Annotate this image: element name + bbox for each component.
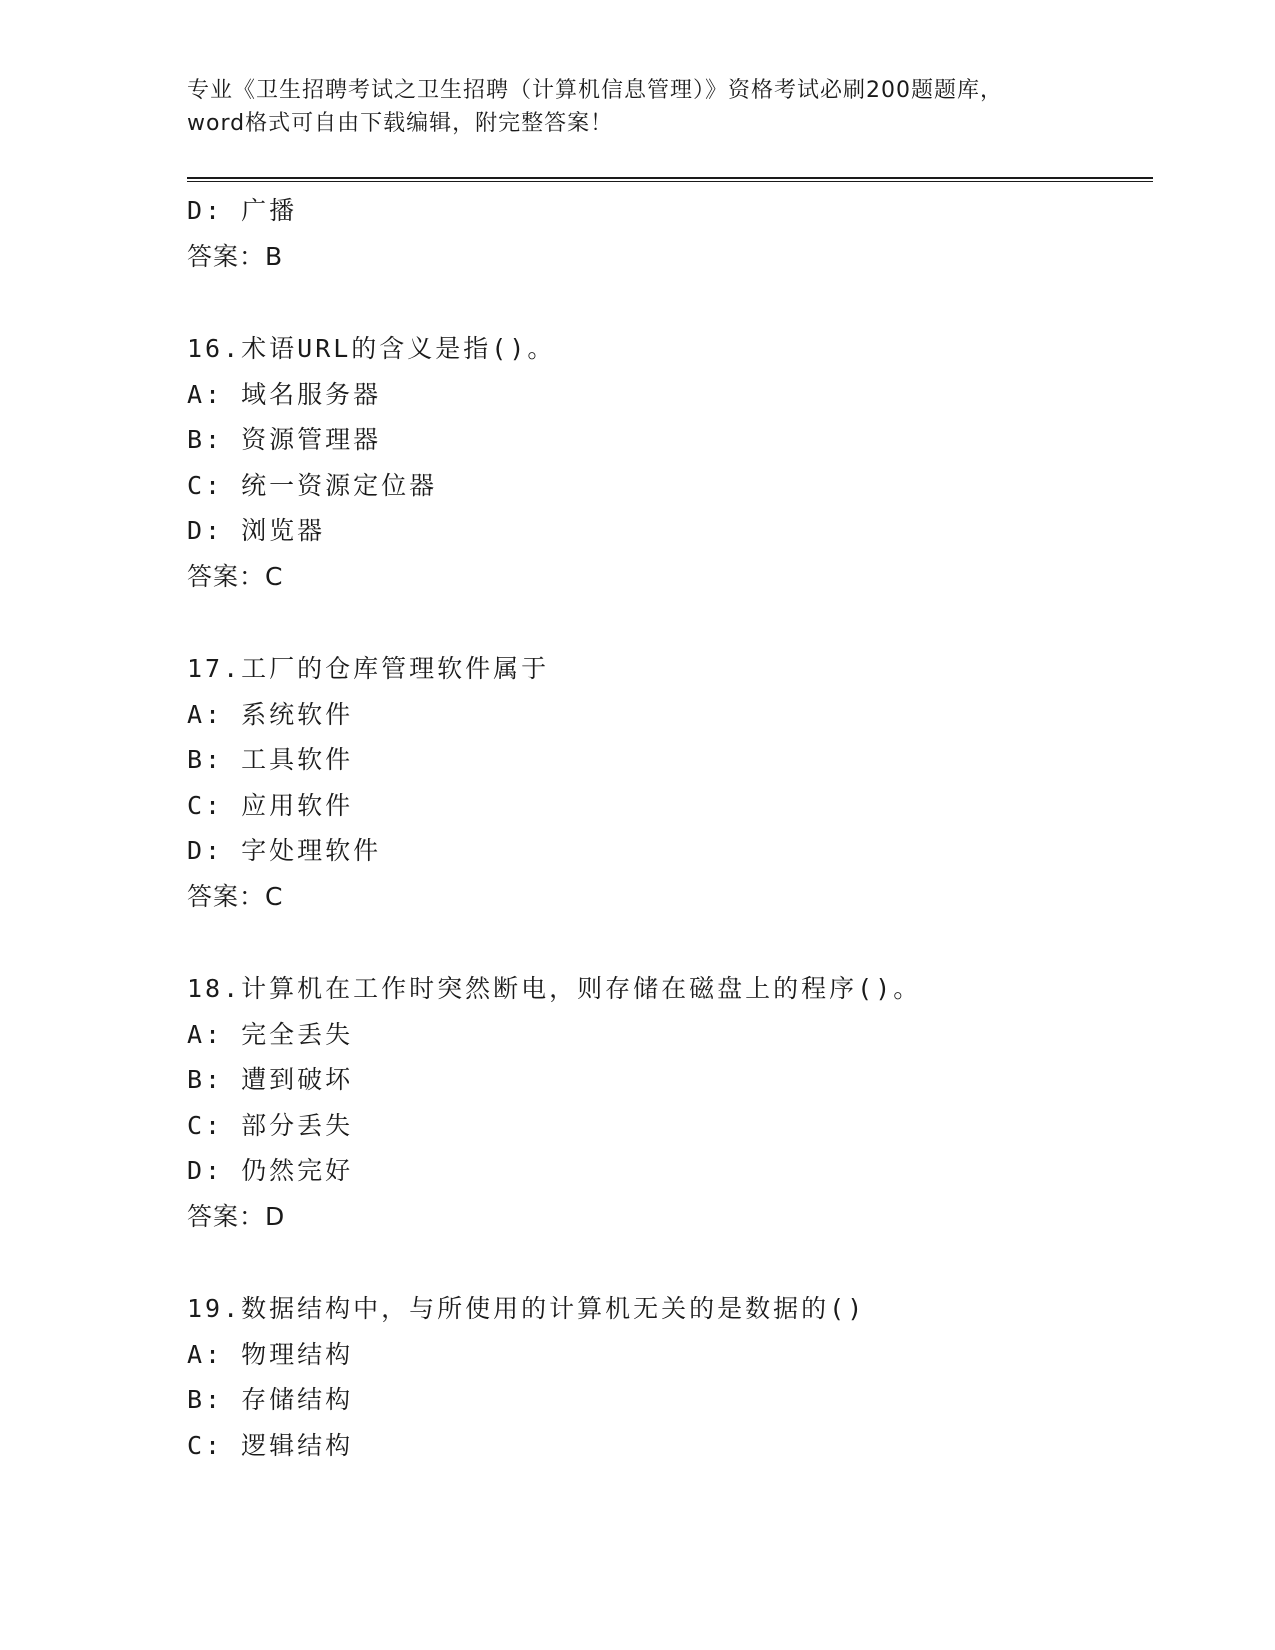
option-a: A: 完全丢失 (187, 1019, 354, 1049)
option-c: C: 统一资源定位器 (187, 470, 438, 500)
previous-question-tail (187, 188, 1147, 279)
option-b: B: 存储结构 (187, 1385, 354, 1414)
option-a: A: 域名服务器 (187, 379, 382, 409)
header-title-line-1: 专业《卫生招聘考试之卫生招聘（计算机信息管理）》资格考试必刷200题题库， (187, 78, 1003, 103)
question-17 (187, 646, 1147, 919)
option-c: C: 部分丢失 (187, 1110, 354, 1140)
question-stem: 19.数据结构中，与所使用的计算机无关的是数据的() (187, 1294, 866, 1323)
answer: 答案：C (187, 561, 284, 591)
question-stem: 16.术语URL的含义是指()。 (187, 334, 556, 363)
option-d: D: 浏览器 (187, 516, 326, 545)
option-c: C: 逻辑结构 (187, 1430, 354, 1460)
document-header (187, 74, 1087, 140)
option-d: D: 广播 (187, 196, 298, 225)
answer: 答案：B (187, 241, 284, 271)
question-list (187, 188, 1147, 1468)
answer: 答案：C (187, 881, 284, 911)
option-b: B: 遭到破坏 (187, 1065, 354, 1094)
option-d: D: 仍然完好 (187, 1156, 354, 1185)
question-stem: 18.计算机在工作时突然断电，则存储在磁盘上的程序()。 (187, 974, 922, 1003)
option-a: A: 物理结构 (187, 1339, 354, 1369)
option-d: D: 字处理软件 (187, 836, 382, 865)
option-b: B: 工具软件 (187, 745, 354, 774)
question-16 (187, 326, 1147, 599)
answer: 答案：D (187, 1201, 286, 1231)
option-c: C: 应用软件 (187, 790, 354, 820)
question-19 (187, 1286, 1147, 1468)
option-b: B: 资源管理器 (187, 425, 382, 454)
header-divider (187, 177, 1153, 182)
question-18 (187, 966, 1147, 1239)
option-a: A: 系统软件 (187, 699, 354, 729)
question-stem: 17.工厂的仓库管理软件属于 (187, 654, 550, 683)
header-title-line-2: word格式可自由下载编辑，附完整答案！ (187, 111, 614, 136)
